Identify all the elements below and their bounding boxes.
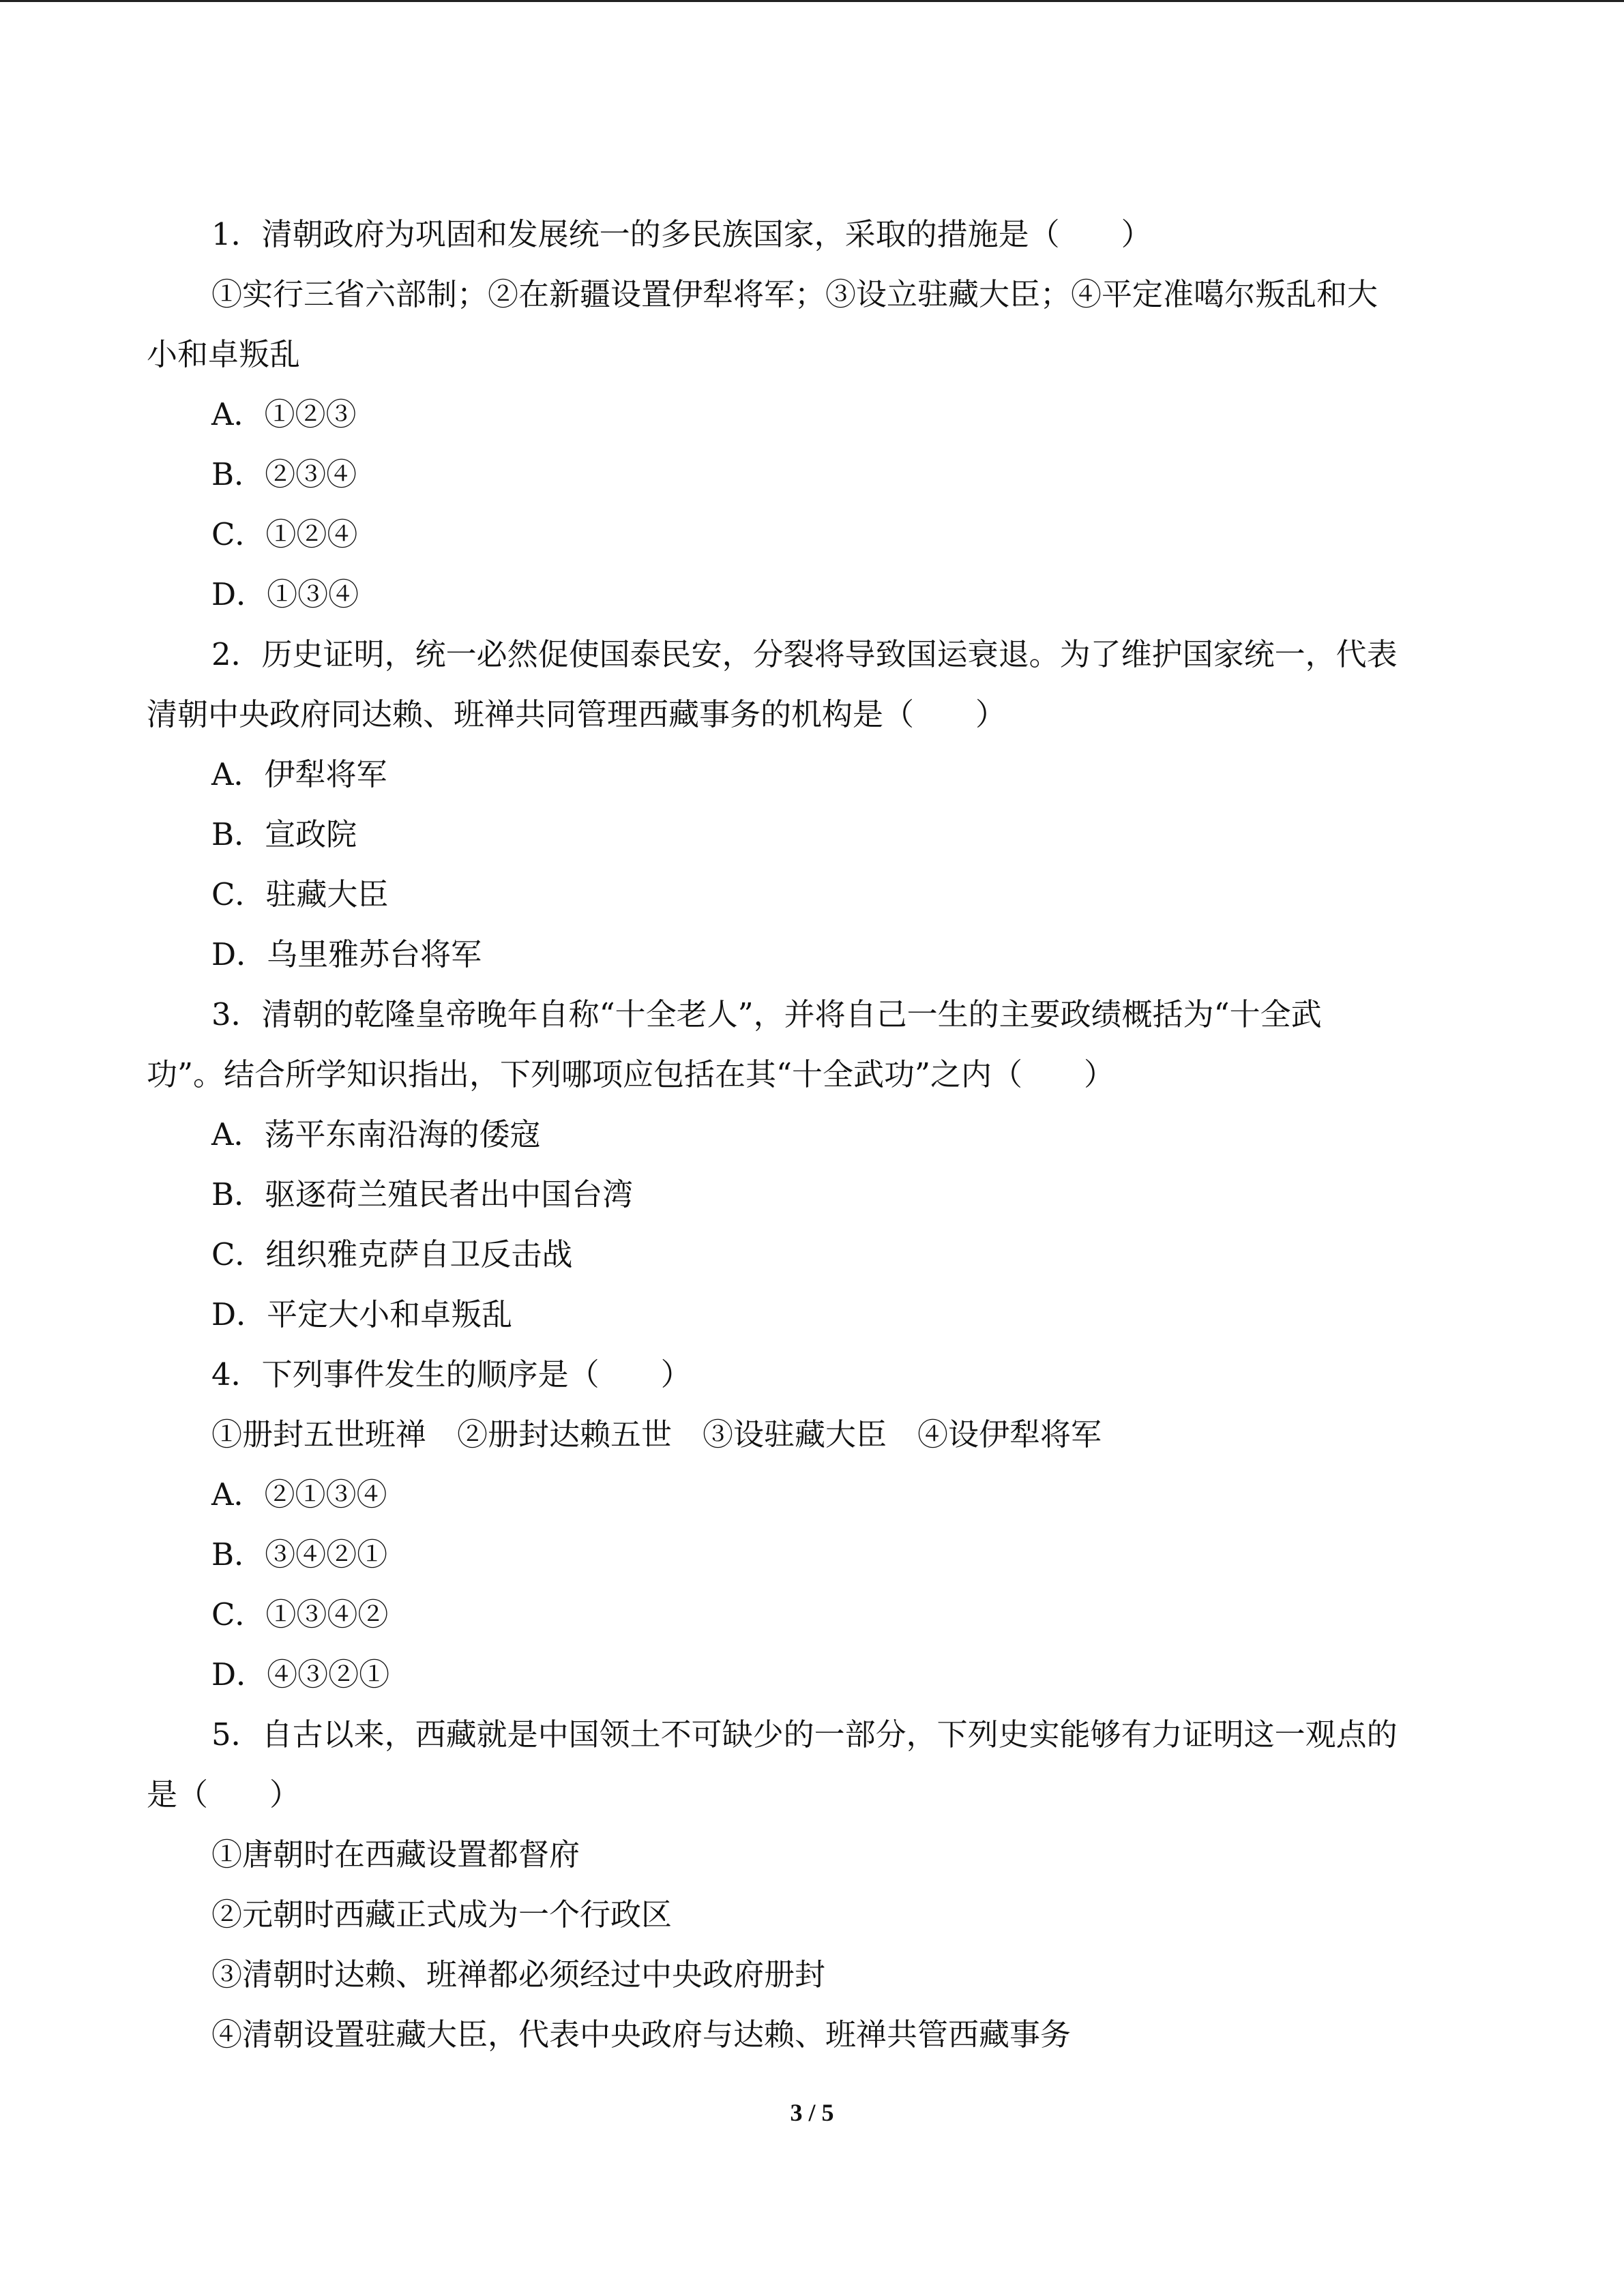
option-c: C．①②④ — [211, 516, 358, 552]
question-material-line: ③清朝时达赖、班禅都必须经过中央政府册封 — [211, 1956, 826, 1993]
option-b: B．驱逐荷兰殖民者出中国台湾 — [211, 1176, 634, 1212]
question-material-line: ①册封五世班禅 ②册封达赖五世 ③设驻藏大臣 ④设伊犁将军 — [211, 1416, 1102, 1452]
question-stem-line: 清朝中央政府同达赖、班禅共同管理西藏事务的机构是（ ） — [147, 696, 1007, 732]
question-material-line: ②元朝时西藏正式成为一个行政区 — [211, 1896, 673, 1933]
option-a: A．伊犁将军 — [211, 756, 387, 792]
question-4 — [147, 1345, 1483, 1705]
option-a: A．②①③④ — [211, 1476, 387, 1512]
question-stem-line: 2．历史证明，统一必然促使国泰民安，分裂将导致国运衰退。为了维护国家统一，代表 — [211, 636, 1398, 672]
question-material-line: ①唐朝时在西藏设置都督府 — [211, 1836, 580, 1873]
question-stem-line: 是（ ） — [147, 1776, 301, 1813]
top-border-line — [0, 0, 1624, 2]
option-c: C．驻藏大臣 — [211, 876, 389, 912]
option-d: D．①③④ — [211, 576, 359, 612]
option-a: A．荡平东南沿海的倭寇 — [211, 1116, 541, 1152]
question-3 — [147, 985, 1483, 1345]
option-b: B．③④②① — [211, 1536, 388, 1572]
option-d: D．乌里雅苏台将军 — [211, 936, 482, 972]
option-a: A．①②③ — [211, 396, 357, 432]
question-stem-line: 4．下列事件发生的顺序是（ ） — [211, 1356, 692, 1392]
question-material-line: 小和卓叛乱 — [147, 336, 301, 372]
question-stem-line: 1．清朝政府为巩固和发展统一的多民族国家，采取的措施是（ ） — [211, 216, 1152, 252]
question-2 — [147, 625, 1483, 985]
option-d: D．平定大小和卓叛乱 — [211, 1296, 513, 1332]
option-b: B．②③④ — [211, 456, 357, 492]
question-5 — [147, 1705, 1483, 2065]
question-stem-line: 5．自古以来，西藏就是中国领土不可缺少的一部分，下列史实能够有力证明这一观点的 — [211, 1716, 1398, 1753]
option-c: C．组织雅克萨自卫反击战 — [211, 1236, 573, 1272]
option-d: D．④③②① — [211, 1656, 390, 1693]
question-stem-line: 3．清朝的乾隆皇帝晚年自称“十全老人”，并将自己一生的主要政绩概括为“十全武 — [211, 996, 1322, 1032]
page-number: 3 / 5 — [790, 2099, 834, 2126]
question-1 — [147, 205, 1483, 625]
question-stem-line: 功”。结合所学知识指出，下列哪项应包括在其“十全武功”之内（ ） — [147, 1056, 1115, 1092]
option-b: B．宣政院 — [211, 816, 357, 852]
exam-page-content — [147, 205, 1483, 2065]
question-material-line: ①实行三省六部制；②在新疆设置伊犁将军；③设立驻藏大臣；④平定准噶尔叛乱和大 — [211, 276, 1378, 312]
option-c: C．①③④② — [211, 1596, 389, 1632]
question-material-line: ④清朝设置驻藏大臣，代表中央政府与达赖、班禅共管西藏事务 — [211, 2016, 1072, 2053]
